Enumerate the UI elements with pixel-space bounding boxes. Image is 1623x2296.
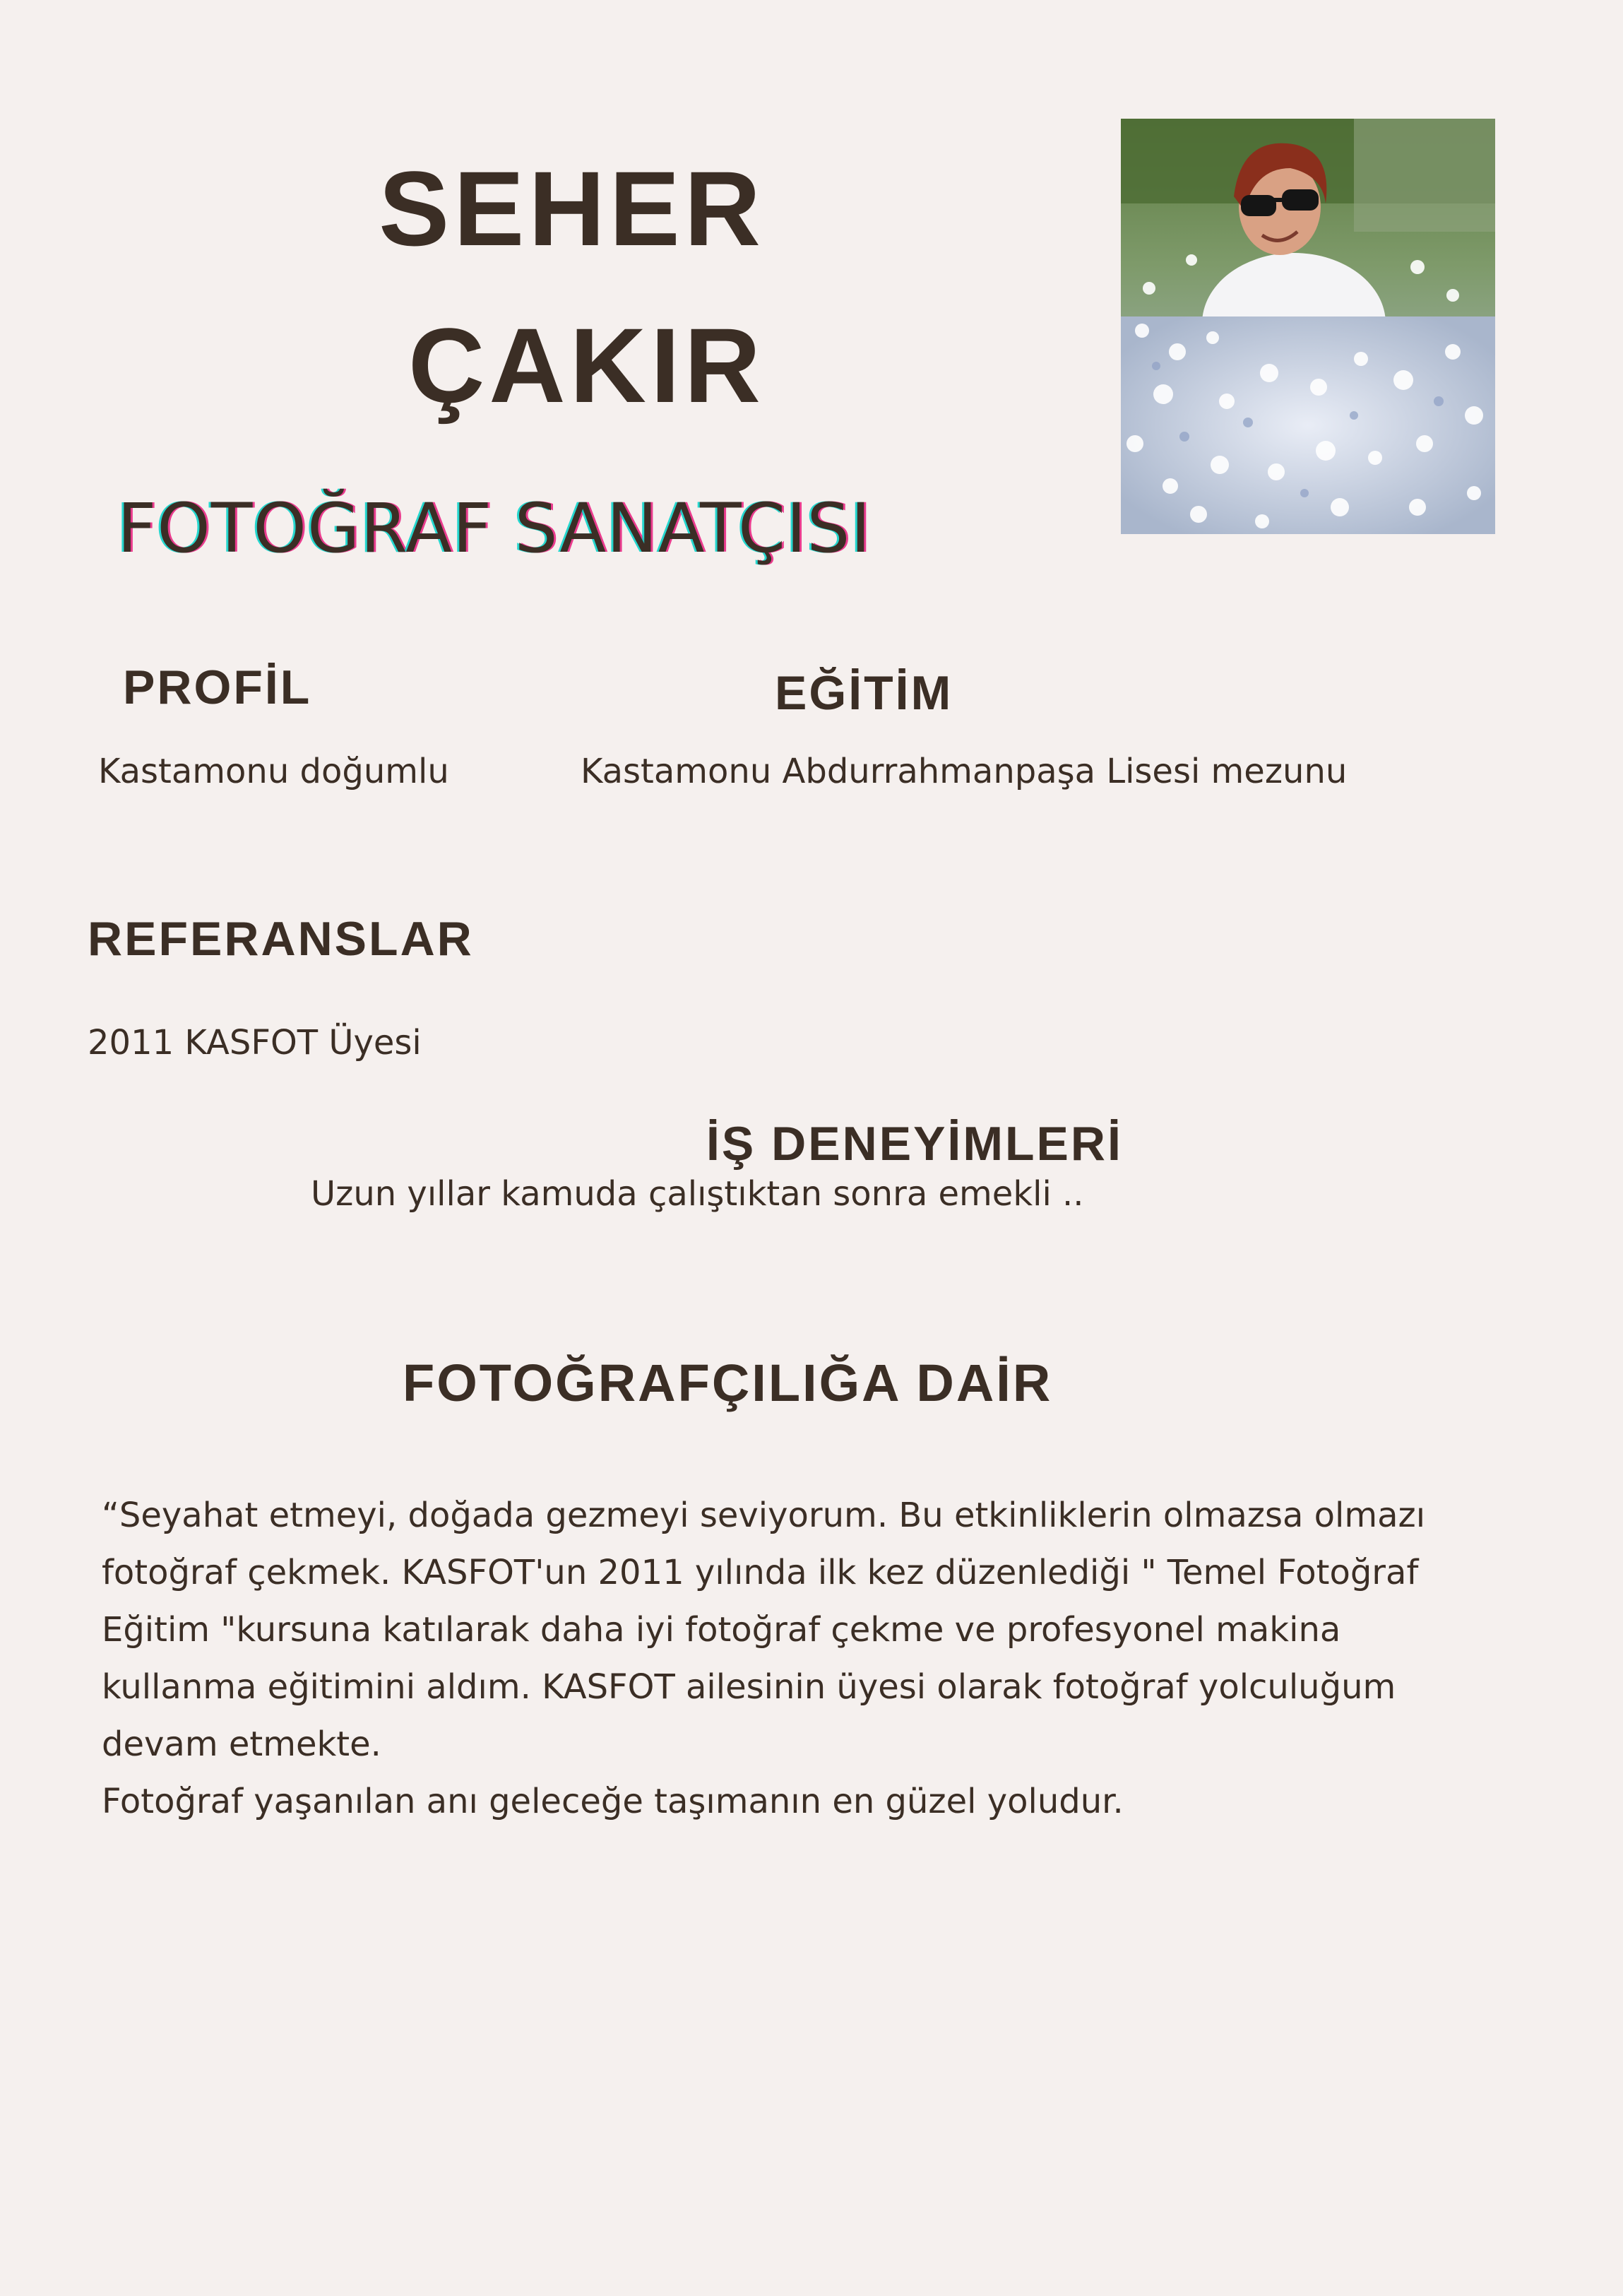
about-line: Eğitim "kursuna katılarak daha iyi fotoğraf çekme ve profesyonel makina (102, 1610, 1341, 1650)
profile-text: Kastamonu doğumlu (98, 752, 449, 791)
about-paragraph-body (102, 1487, 1528, 1830)
profile-heading: PROFİL (123, 661, 312, 714)
job-title: FOTOĞRAF SANATÇISI (117, 489, 872, 568)
references-text: 2011 KASFOT Üyesi (88, 1023, 422, 1063)
experience-heading: İŞ DENEYİMLERİ (706, 1117, 1123, 1171)
name-last: ÇAKIR (408, 306, 765, 425)
about-line: devam etmekte. (102, 1724, 381, 1764)
about-heading: FOTOĞRAFÇILIĞA DAİR (403, 1354, 1053, 1412)
profile-photo (1121, 119, 1495, 534)
references-heading: REFERANSLAR (88, 912, 474, 966)
about-line: kullanma eğitimini aldım. KASFOT ailesinin üyesi olarak fotoğraf yolculuğum (102, 1667, 1396, 1707)
education-heading: EĞİTİM (775, 666, 953, 720)
about-line: Fotoğraf yaşanılan anı geleceğe taşımanın en güzel yoludur. (102, 1782, 1124, 1821)
about-line: “Seyahat etmeyi, doğada gezmeyi seviyorum. Bu etkinliklerin olmazsa olmazı (102, 1496, 1426, 1535)
experience-text: Uzun yıllar kamuda çalıştıktan sonra emekli .. (311, 1174, 1084, 1214)
about-paragraph (102, 1487, 1528, 1830)
education-text: Kastamonu Abdurrahmanpaşa Lisesi mezunu (581, 752, 1348, 791)
about-line: fotoğraf çekmek. KASFOT'un 2011 yılında ilk kez düzenlediği " Temel Fotoğraf (102, 1553, 1419, 1592)
profile-photo-image (1121, 119, 1495, 534)
name-first: SEHER (379, 149, 765, 268)
